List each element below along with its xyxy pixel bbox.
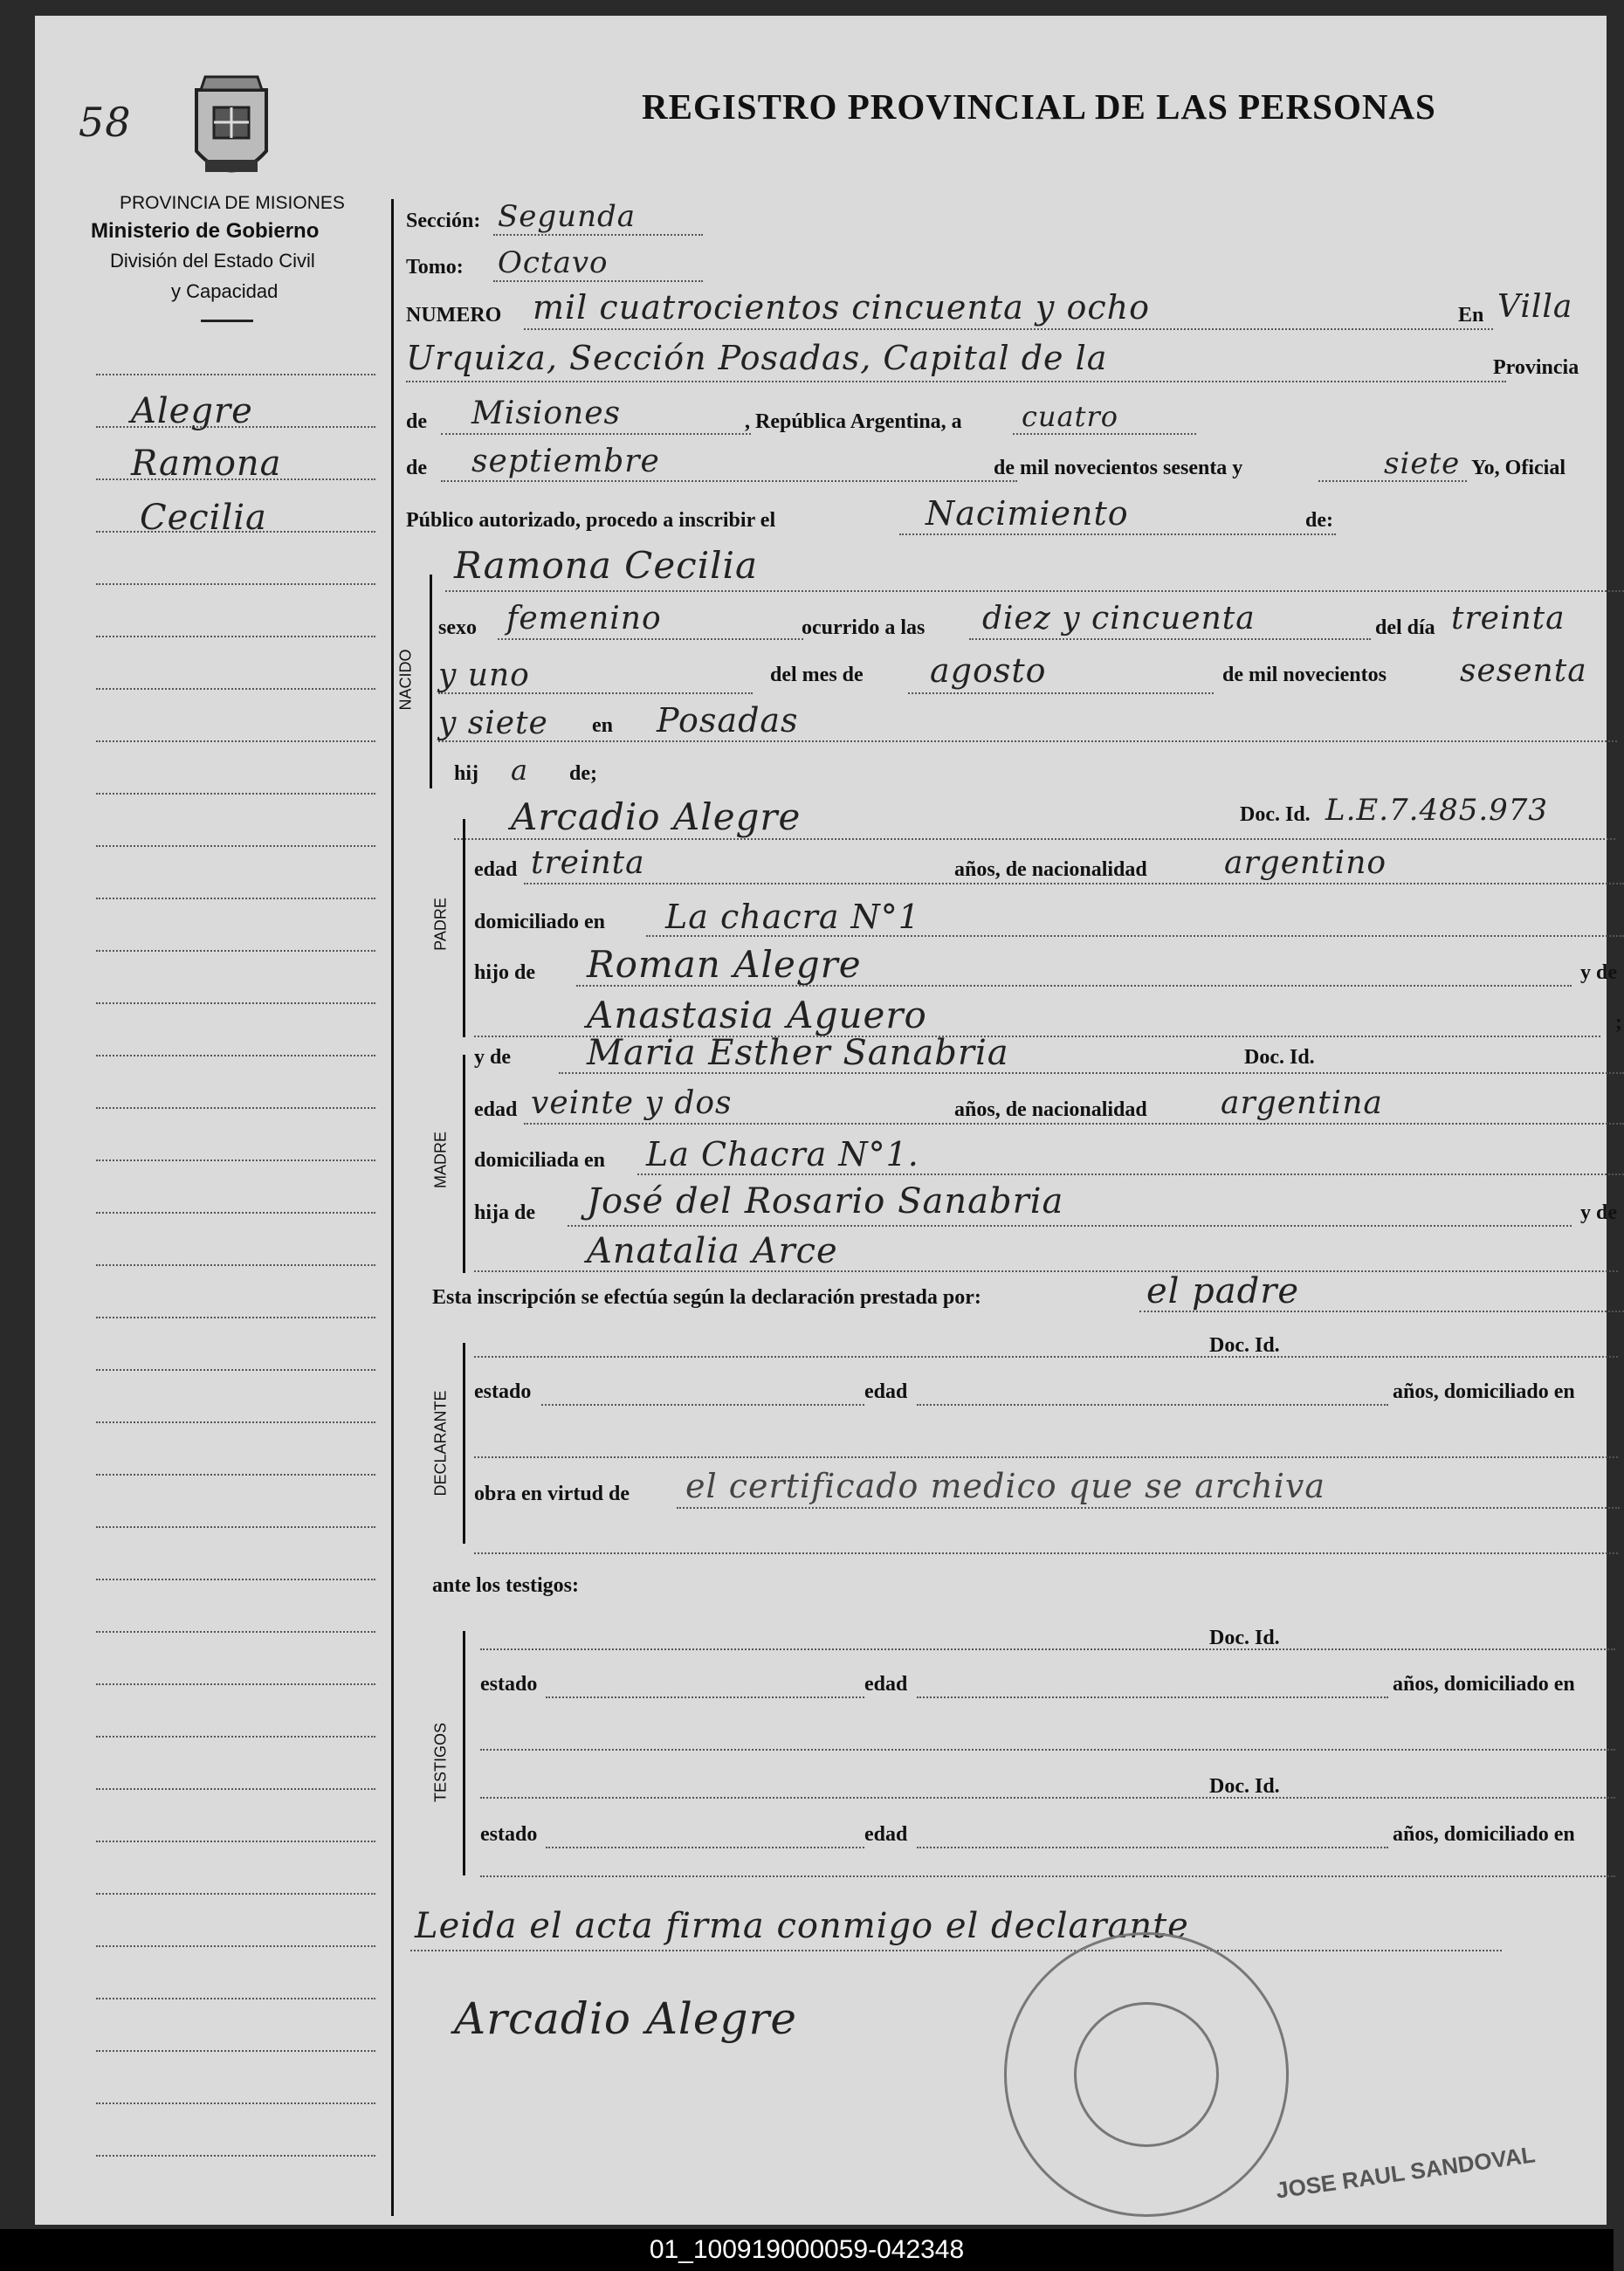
issuer-line-4: y Capacidad — [171, 280, 279, 302]
label-del-dia: del día — [1375, 616, 1435, 639]
label-madre-y-de-2: y de — [1580, 1201, 1617, 1224]
value-obra: el certificado medico que se archiva — [685, 1467, 1326, 1505]
label-padre-nac: años, de nacionalidad — [954, 858, 1147, 881]
value-hora: diez y cincuenta — [982, 601, 1256, 637]
value-padre-madre: Anastasia Aguero — [587, 994, 927, 1036]
section-madre: MADRE — [431, 1132, 450, 1189]
value-tomo: Octavo — [498, 245, 609, 280]
value-dia-cont: y uno — [438, 657, 530, 693]
official-seal-inner — [1074, 2002, 1219, 2147]
label-ante: ante los testigos: — [432, 1574, 579, 1597]
value-acto: Nacimiento — [926, 494, 1129, 533]
label-testigo1-doc: Doc. Id. — [1209, 1627, 1280, 1649]
value-dia: treinta — [1451, 601, 1566, 637]
label-ocurrido: ocurrido a las — [802, 616, 926, 639]
label-del-mes: del mes de — [770, 664, 864, 686]
issuer-line-2: Ministerio de Gobierno — [91, 219, 320, 243]
value-padre-dom: La chacra N°1 — [665, 898, 920, 936]
label-padre-y-de: y de — [1580, 961, 1617, 984]
label-numero: NUMERO — [406, 304, 502, 327]
declarante-bracket — [463, 1343, 465, 1544]
label-madre-y-de: y de — [474, 1046, 511, 1069]
signature: Arcadio Alegre — [454, 1993, 798, 2044]
scan-id-bar — [0, 2229, 1614, 2271]
value-mes-inscripcion: septiembre — [471, 444, 660, 479]
label-obra: obra en virtud de — [474, 1483, 630, 1505]
padre-bracket — [463, 819, 465, 1037]
page-number: 58 — [79, 99, 132, 146]
value-padre-doc: L.E.7.485.973 — [1325, 793, 1549, 828]
value-madre-edad: veinte y dos — [531, 1085, 733, 1121]
column-divider — [391, 199, 394, 2216]
page-title: REGISTRO PROVINCIAL DE LAS PERSONAS — [642, 86, 1436, 127]
label-mil-novecientos: de mil novecientos sesenta y — [994, 457, 1243, 479]
value-anio-inscripcion: siete — [1384, 446, 1461, 481]
label-declarante-estado: estado — [474, 1380, 532, 1403]
issuer-line-1: PROVINCIA DE MISIONES — [120, 193, 345, 213]
label-declarante-edad: edad — [864, 1380, 908, 1403]
label-testigo1-edad: edad — [864, 1673, 908, 1696]
issuer-divider — [201, 320, 253, 322]
label-madre-doc: Doc. Id. — [1244, 1046, 1315, 1069]
label-madre-edad: edad — [474, 1098, 518, 1121]
label-sexo: sexo — [438, 616, 477, 639]
label-testigo2-edad: edad — [864, 1823, 908, 1846]
label-testigo2-anios: años, domiciliado en — [1393, 1823, 1575, 1846]
issuer-line-3: División del Estado Civil — [110, 250, 315, 272]
label-yo-oficial: Yo, Oficial — [1471, 457, 1566, 479]
value-madre-nombre: Maria Esther Sanabria — [587, 1033, 1009, 1073]
label-en-nac: en — [592, 714, 613, 737]
value-madre-padre: José del Rosario Sanabria — [587, 1181, 1064, 1222]
label-de-1: de — [406, 410, 427, 433]
value-lugar: Urquiza, Sección Posadas, Capital de la — [406, 339, 1108, 377]
margin-surname: Alegre — [131, 391, 253, 431]
value-mes: agosto — [930, 651, 1047, 690]
value-provincia: Misiones — [471, 396, 622, 431]
value-madre-madre: Anatalia Arce — [587, 1231, 838, 1271]
label-testigo2-estado: estado — [480, 1823, 538, 1846]
madre-bracket — [463, 1055, 465, 1273]
label-inscripcion: Esta inscripción se efectúa según la declaración prestada por: — [432, 1286, 981, 1309]
label-de-colon: de: — [1305, 509, 1333, 532]
label-madre-hija: hija de — [474, 1201, 536, 1224]
label-padre-hijo: hijo de — [474, 961, 536, 984]
stamp-name: JOSE RAUL SANDOVAL — [1274, 2141, 1538, 2204]
label-en: En — [1458, 304, 1484, 327]
label-republica: , República Argentina, a — [745, 410, 962, 433]
testigos-bracket — [463, 1631, 465, 1875]
coat-of-arms-icon — [179, 68, 284, 195]
margin-middle-name: Cecilia — [140, 498, 267, 538]
label-declarante-anios: años, domiciliado en — [1393, 1380, 1575, 1403]
value-padre-edad: treinta — [531, 845, 645, 881]
label-padre-edad: edad — [474, 858, 518, 881]
value-seccion: Segunda — [498, 199, 637, 234]
value-numero: mil cuatrocientos cincuenta y ocho — [533, 288, 1150, 327]
label-madre-dom: domiciliada en — [474, 1149, 606, 1172]
label-padre-doc: Doc. Id. — [1240, 803, 1311, 826]
value-en: Villa — [1497, 289, 1573, 325]
label-declarante-doc: Doc. Id. — [1209, 1334, 1280, 1357]
margin-first-name: Ramona — [131, 444, 282, 484]
value-nombre: Ramona Cecilia — [454, 544, 759, 587]
value-dia-inscripcion: cuatro — [1022, 400, 1119, 433]
label-padre-dom: domiciliado en — [474, 911, 606, 933]
label-de-semicolon: de; — [569, 762, 597, 785]
nacido-bracket — [430, 575, 432, 788]
value-anio: sesenta — [1460, 653, 1587, 689]
label-seccion: Sección: — [406, 210, 481, 232]
scan-id: 01_100919000059-042348 — [649, 2235, 965, 2264]
padre-semicolon: ; — [1615, 1011, 1622, 1034]
label-de-2: de — [406, 457, 427, 479]
value-madre-nac: argentina — [1221, 1085, 1383, 1121]
label-testigo2-doc: Doc. Id. — [1209, 1775, 1280, 1798]
label-publico: Público autorizado, procedo a inscribir el — [406, 509, 776, 532]
label-tomo: Tomo: — [406, 256, 464, 279]
value-declarante: el padre — [1146, 1271, 1300, 1311]
label-provincia: Provincia — [1493, 356, 1579, 379]
section-nacido: NACIDO — [396, 649, 415, 711]
label-madre-nac: años, de nacionalidad — [954, 1098, 1147, 1121]
registry-page — [35, 16, 1622, 2225]
value-madre-dom: La Chacra N°1. — [646, 1135, 919, 1173]
label-hij: hij — [454, 762, 479, 785]
value-padre-nac: argentino — [1224, 845, 1387, 881]
value-padre-padre: Roman Alegre — [587, 943, 862, 986]
value-sexo: femenino — [506, 601, 662, 637]
closing-note: Leida el acta firma conmigo el declarante — [415, 1906, 1189, 1946]
section-padre: PADRE — [431, 898, 450, 951]
value-hij-suffix: a — [511, 754, 529, 787]
label-testigo1-anios: años, domiciliado en — [1393, 1673, 1575, 1696]
section-declarante: DECLARANTE — [431, 1390, 450, 1497]
section-testigos: TESTIGOS — [431, 1723, 450, 1803]
label-de-mil-nov: de mil novecientos — [1222, 664, 1387, 686]
label-testigo1-estado: estado — [480, 1673, 538, 1696]
value-anio-cont: y siete — [438, 705, 548, 741]
value-padre-nombre: Arcadio Alegre — [511, 795, 802, 838]
value-lugar-nac: Posadas — [657, 701, 799, 740]
